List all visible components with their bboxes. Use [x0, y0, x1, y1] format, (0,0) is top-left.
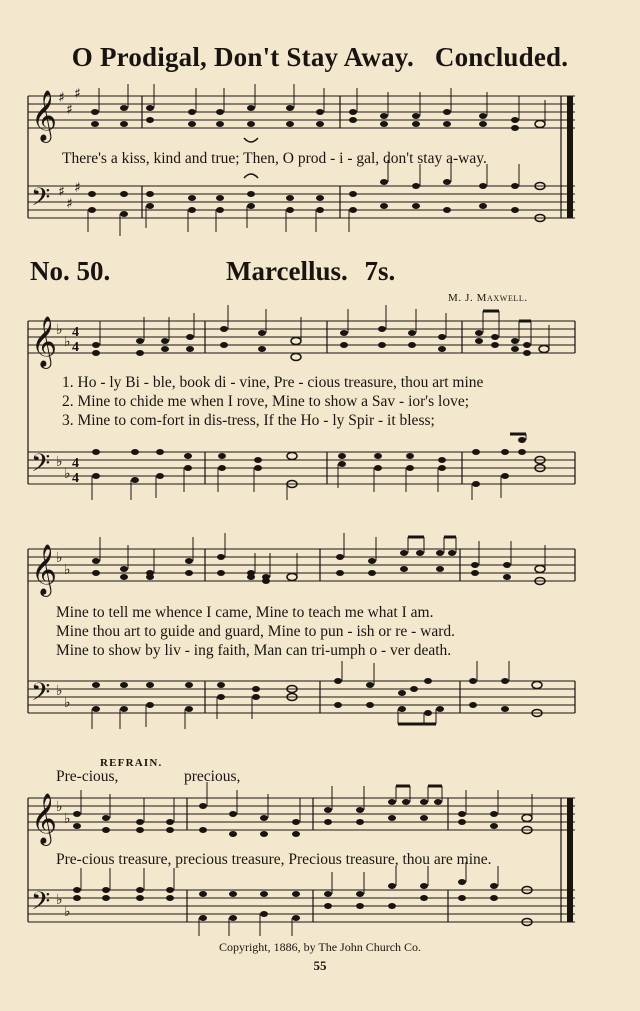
hymn-meter: 7s. — [364, 256, 396, 286]
refrain-lyric: Pre-cious treasure, precious treasure, Precious treasure, thou are mine. — [56, 851, 492, 868]
svg-text:♭: ♭ — [64, 562, 71, 578]
bass-staff — [28, 890, 575, 922]
svg-text:♭: ♭ — [56, 799, 63, 815]
svg-text:♭: ♭ — [64, 466, 71, 482]
svg-text:♯: ♯ — [74, 180, 81, 196]
svg-text:♯: ♯ — [66, 196, 73, 212]
refrain-label: REFRAIN. — [100, 757, 163, 769]
page-number: 55 — [313, 958, 327, 973]
hymn-name: Marcellus. — [226, 256, 348, 286]
svg-text:♭: ♭ — [64, 904, 71, 920]
svg-text:♭: ♭ — [56, 550, 63, 566]
svg-text:♭: ♭ — [56, 892, 63, 908]
treble-clef-icon: 𝄞 — [31, 544, 58, 595]
verse-3-line: 3. Mine to com-fort in dis-tress, If the Ho - ly Spir - it bless; — [62, 412, 435, 429]
bass-clef-icon: 𝄢 — [31, 449, 51, 484]
treble-clef-icon: 𝄞 — [31, 316, 58, 367]
treble-clef-icon: 𝄞 — [31, 90, 58, 141]
verse-3-line-2: Mine to show by liv - ing faith, Man can tri-umph o - ver death. — [56, 642, 452, 659]
svg-text:♭: ♭ — [64, 811, 71, 827]
hymn-number: No. 50. — [30, 256, 111, 286]
svg-text:♯: ♯ — [58, 90, 65, 106]
verse-1-line: 1. Ho - ly Bi - ble, book di - vine, Pre - cious treasure, thou art mine — [62, 374, 484, 391]
bass-clef-icon: 𝄢 — [31, 678, 51, 713]
treble-clef-icon: 𝄞 — [31, 793, 58, 844]
svg-text:4: 4 — [72, 340, 79, 355]
svg-text:4: 4 — [72, 325, 79, 340]
composer: M. J. Maxwell. — [448, 292, 528, 304]
svg-text:♯: ♯ — [74, 86, 81, 102]
svg-text:♭: ♭ — [64, 695, 71, 711]
song-title: O Prodigal, Don't Stay Away. — [71, 42, 414, 72]
lyric-line: There's a kiss, kind and true; Then, O prod - i - gal, don't stay a-way. — [62, 150, 487, 167]
svg-text:4: 4 — [72, 456, 79, 471]
verse-1-line-2: Mine to tell me whence I came, Mine to teach me what I am. — [56, 604, 434, 621]
concluded-label: Concluded. — [434, 42, 569, 72]
verse-2-line: 2. Mine to chide me when I rove, Mine to show a Sav - ior's love; — [62, 393, 470, 410]
final-barline — [567, 798, 573, 922]
refrain-cue-word: Pre-cious, — [56, 768, 119, 785]
bass-clef-icon: 𝄢 — [31, 887, 51, 922]
svg-text:♭: ♭ — [56, 454, 63, 470]
verse-2-line-2: Mine thou art to guide and guard, Mine to pun - ish or re - ward. — [56, 623, 456, 640]
svg-text:4: 4 — [72, 471, 79, 486]
svg-text:♭: ♭ — [56, 322, 63, 338]
svg-text:♭: ♭ — [56, 683, 63, 699]
refrain-cue-word: precious, — [184, 768, 241, 785]
svg-text:♭: ♭ — [64, 334, 71, 350]
svg-text:♯: ♯ — [58, 184, 65, 200]
svg-text:♯: ♯ — [66, 102, 73, 118]
bass-clef-icon: 𝄢 — [31, 183, 51, 218]
copyright-notice: Copyright, 1886, by The John Church Co. — [218, 940, 422, 954]
